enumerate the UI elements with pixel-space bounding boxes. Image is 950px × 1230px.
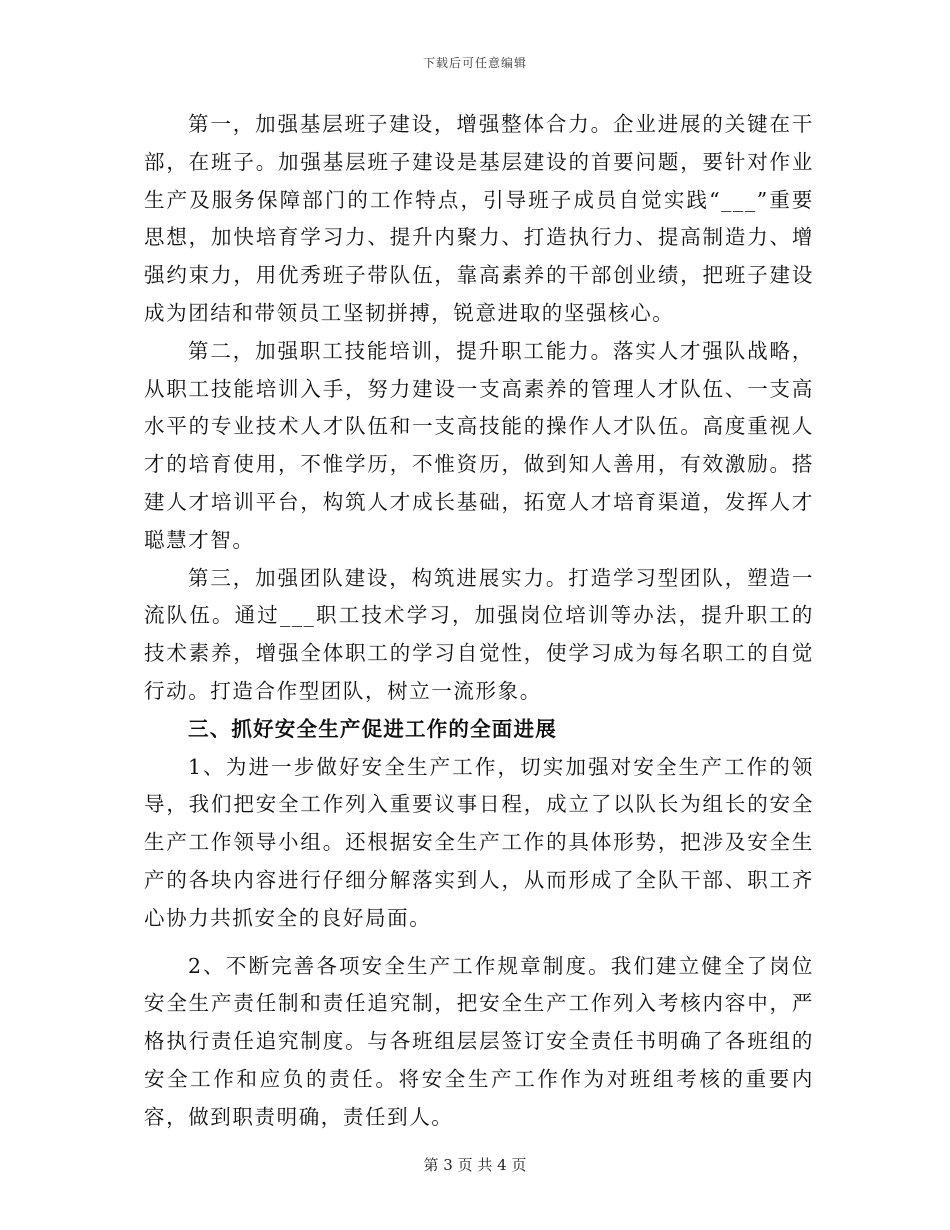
paragraph-2-skills-training: 第二，加强职工技能培训，提升职工能力。落实人才强队战略，从职工技能培训入手，努力建设一支高素养的管理人才队伍、一支高水平的专业技术人才队伍和一支高技能的操作人才队伍。高度重视人才的培育使用，不惟学历，不惟资历，做到知人善用，有效激励。搭建人才培训平台，构筑人才成长基础，拓宽人才培育渠道，发挥人才聪慧才智。 <box>144 338 814 552</box>
document-body <box>144 106 814 1137</box>
page-header: 下载后可任意编辑 <box>422 56 527 70</box>
paragraph-5-safety-rules: 2、不断完善各项安全生产工作规章制度。我们建立健全了岗位安全生产责任制和责任追究制，把安全生产工作列入考核内容中，严格执行责任追究制度。与各班组层层签订安全责任书明确了各班组的安全工作和应负的责任。将安全生产工作作为对班组考核的重要内容，做到职责明确，责任到人。 <box>144 953 814 1129</box>
paragraph-3-team-strength: 第三，加强团队建设，构筑进展实力。打造学习型团队，塑造一流队伍。通过___职工技术学习，加强岗位培训等办法，提升职工的技术素养，增强全体职工的学习自觉性，使学习成为每名职工的自觉行动。打造合作型团队，树立一流形象。 <box>144 565 814 703</box>
paragraph-1-team-building: 第一，加强基层班子建设，增强整体合力。企业进展的关键在干部，在班子。加强基层班子建设是基层建设的首要问题，要针对作业生产及服务保障部门的工作特点，引导班子成员自觉实践“___”重要思想，加快培育学习力、提升内聚力、打造执行力、提高制造力、增强约束力，用优秀班子带队伍，靠高素养的干部创业绩，把班子建设成为团结和带领员工坚韧拼搏，锐意进取的坚强核心。 <box>144 112 814 325</box>
page-footer: 第 3 页 共 4 页 <box>423 1156 527 1174</box>
section-heading-safety: 三、抓好安全生产促进工作的全面进展 <box>188 716 557 741</box>
paragraph-4-safety-leadership: 1、为进一步做好安全生产工作，切实加强对安全生产工作的领导，我们把安全工作列入重要议事日程，成立了以队长为组长的安全生产工作领导小组。还根据安全生产工作的具体形势，把涉及安全生产的各块内容进行仔细分解落实到人，从而形成了全队干部、职工齐心协力共抓安全的良好局面。 <box>144 754 814 930</box>
